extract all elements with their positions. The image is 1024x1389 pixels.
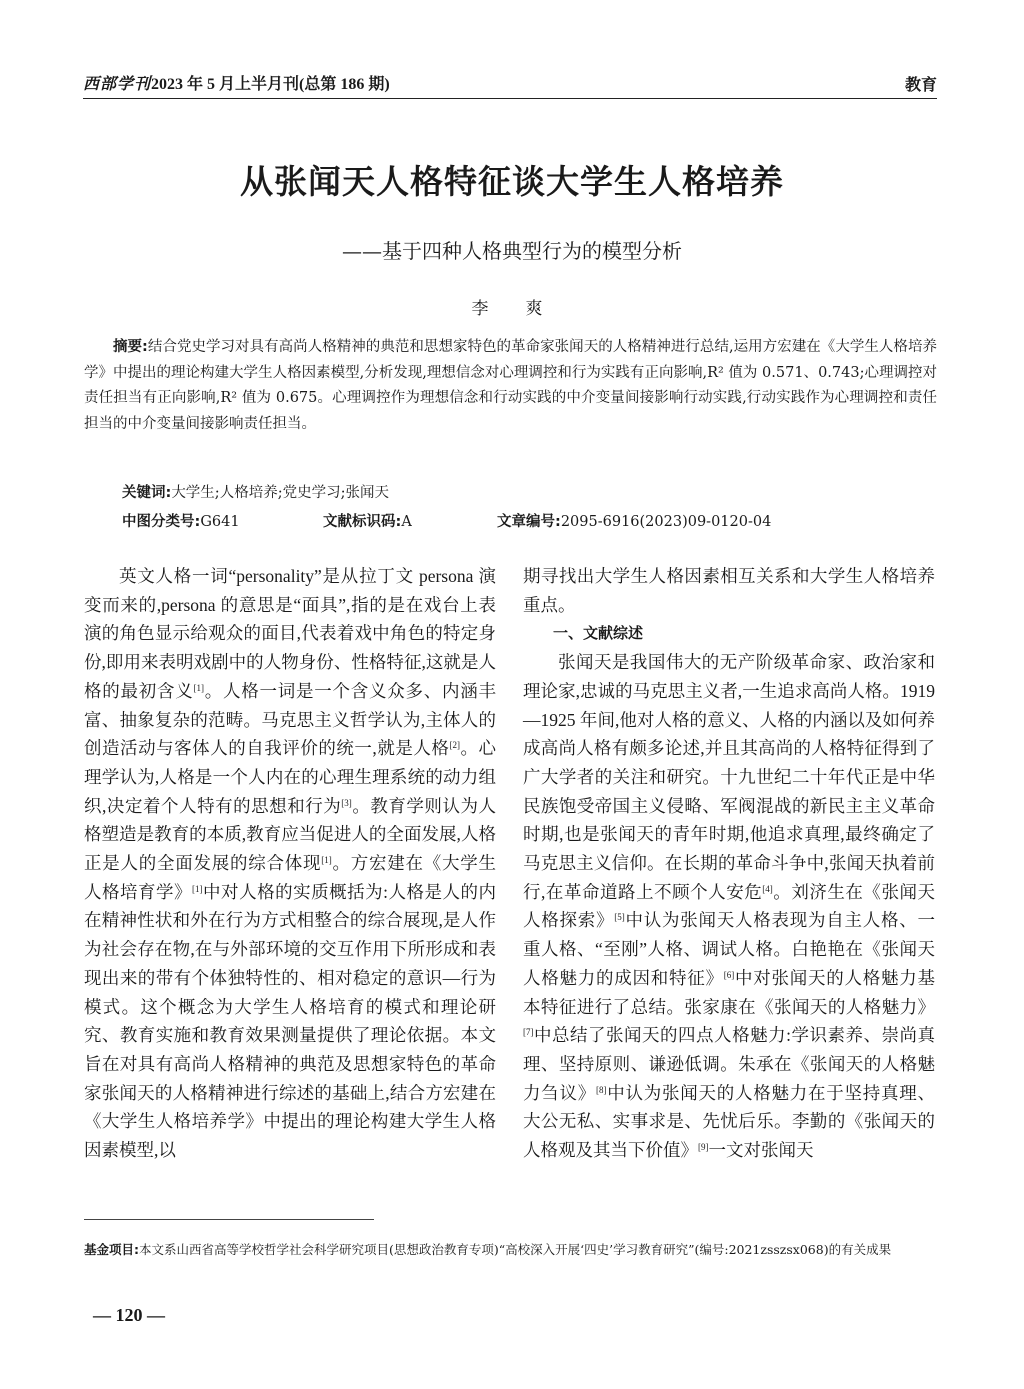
journal-issue [83, 74, 390, 96]
body-column-left [84, 562, 496, 1210]
section-name: 教育 [904, 75, 937, 94]
article-subtitle: ——基于四种人格典型行为的模型分析 [342, 239, 682, 263]
keywords [122, 481, 389, 505]
author-name: 李 爽 [471, 299, 553, 319]
keywords-text: 大学生;人格培养;党史学习;张闻天 [171, 485, 389, 501]
body-text: 。人格一词是一个含义众多、内涵丰富、抽象复杂的范畴。马克思主义哲学认为,主体人的创造活动与客体人的自我评价的统一,就是人格 [84, 680, 496, 759]
citation-ref: [5] [614, 912, 625, 923]
body-column-right [523, 562, 935, 1210]
citation-ref: [3] [341, 797, 352, 808]
body-text: 中认为张闻天的人格魅力在于坚持真理、大公无私、实事求是、先忧后乐。李勤的《张闻天的人格观及其当下价值》 [523, 1082, 935, 1161]
body-text: 一文对张闻天 [708, 1140, 814, 1161]
body-text: 中认为张闻天人格表现为自主人格、一重人格、“至刚”人格、调试人格。白艳艳在《张闻天人格魅力的成因和特征》 [523, 910, 935, 988]
page-number: — 120 — [93, 1305, 165, 1325]
citation-ref: [8] [596, 1084, 607, 1095]
article-number-label: 文章编号: [497, 514, 561, 530]
body-text: 英文人格一词“personality”是从拉丁文 persona 演变而来的,persona 的意思是“面具”,指的是在戏台上表演的角色显示给观众的面目,代表着戏中角色的特定身份,即用来表明戏剧中的人物身份、性格特征,这就是人格的最初含义 [84, 566, 496, 701]
abstract [84, 335, 937, 437]
running-header [83, 74, 937, 96]
body-text: 中总结了张闻天的四点人格魅力:学识素养、崇尚真理、坚持原则、谦逊低调。朱承在《张闻天的人格魅力刍议》 [523, 1025, 935, 1103]
abstract-label: 摘要: [113, 339, 148, 355]
citation-ref: [2] [449, 740, 460, 751]
clc-value: G641 [200, 514, 240, 530]
body-paragraph [84, 562, 496, 1165]
article-title: 从张闻天人格特征谈大学生人格培养 [240, 162, 784, 201]
citation-ref: [4] [762, 883, 773, 894]
keywords-label: 关键词: [122, 485, 172, 501]
clc-label: 中图分类号: [122, 514, 201, 530]
journal-logo: 西部学刊 [83, 76, 152, 93]
body-text: 。方宏建在《大学生人格培育学》 [84, 853, 496, 902]
funding-footnote [84, 1238, 937, 1262]
body-text: 中对人格的实质概括为:人格是人的内在精神性状和外在行为方式相整合的综合展现,是人作为社会存在物,在与外部环境的交互作用下所形成和表现出来的带有个体独特性的、相对稳定的意识—行为模式。这个概念为大学生人格培育的模式和理论研究、教育实施和教育效果测量提供了理论依据。本文旨在对具有高尚人格精神的典范及思想家特色的革命家张闻天的人格精神进行综述的基础上,结合方宏建在《大学生人格培养学》中提出的理论构建大学生人格因素模型,以 [84, 881, 497, 1161]
header-rule [83, 98, 937, 99]
body-text: 中对张闻天的人格魅力基本特征进行了总结。张家康在《张闻天的人格魅力》 [523, 967, 935, 1017]
citation-ref: [1] [192, 883, 203, 894]
citation-ref: [6] [723, 969, 735, 980]
body-paragraph [523, 648, 935, 1165]
footnote-label: 基金项目: [84, 1242, 139, 1257]
body-text: 。心理学认为,人格是一个人内在的心理生理系统的动力组织,决定着个人特有的思想和行为 [84, 738, 497, 816]
body-paragraph-continued: 期寻找出大学生人格因素相互关系和大学生人格培养重点。 [523, 566, 935, 615]
article-number [497, 510, 771, 534]
body-text: 张闻天是我国伟大的无产阶级革命家、政治家和理论家,忠诚的马克思主义者,一生追求高尚人格。1919—1925 年间,他对人格的意义、人格的内涵以及如何养成高尚人格有颇多论述,并且其高尚的人格特征得到了广大学者的关注和研究。十九世纪二十年代正是中华民族饱受帝国主义侵略、军阀混战的新民主主义革命时期,也是张闻天的青年时期,他追求真理,最终确定了马克思主义信仰。在长期的革命斗争中,张闻天执着前行,在革命道路上不顾个人安危 [523, 652, 935, 902]
footnote-text: 本文系山西省高等学校哲学社会科学研究项目(思想政治教育专项)“高校深入开展‘四史’学习教育研究”(编号:2021zsszsx068)的有关成果 [139, 1242, 892, 1257]
document-code [323, 510, 412, 534]
footnote-rule [84, 1219, 374, 1220]
issue-text: 2023 年 5 月上半月刊(总第 186 期) [151, 76, 390, 93]
citation-ref: [1] [321, 855, 332, 866]
article-number-value: 2095-6916(2023)09-0120-04 [560, 514, 772, 530]
clc-number [122, 510, 240, 534]
doc-label: 文献标识码: [323, 514, 402, 530]
citation-ref: [7] [523, 1027, 534, 1038]
body-text: 。教育学则认为人格塑造是教育的本质,教育应当促进人的全面发展,人格正是人的全面发展的综合体现 [84, 795, 497, 874]
section-heading: 一、文献综述 [553, 624, 644, 643]
abstract-text: 结合党史学习对具有高尚人格精神的典范和思想家特色的革命家张闻天的人格精神进行总结,运用方宏建在《大学生人格培养学》中提出的理论构建大学生人格因素模型,分析发现,理想信念对心理调控和行为实践有正向影响,R² 值为 0.571、0.743;心理调控对责任担当有正向影响,R² 值为 0.675。心理调控作为理想信念和行动实践的中介变量间接影响行动实践,行动实践作为心理调控和责任担当的中介变量间接影响责任担当。 [84, 339, 937, 432]
citation-ref: [9] [698, 1142, 709, 1153]
doc-value: A [401, 514, 412, 530]
body-text: 。刘济生在《张闻天人格探索》 [523, 881, 936, 931]
citation-ref: [1] [193, 682, 204, 693]
